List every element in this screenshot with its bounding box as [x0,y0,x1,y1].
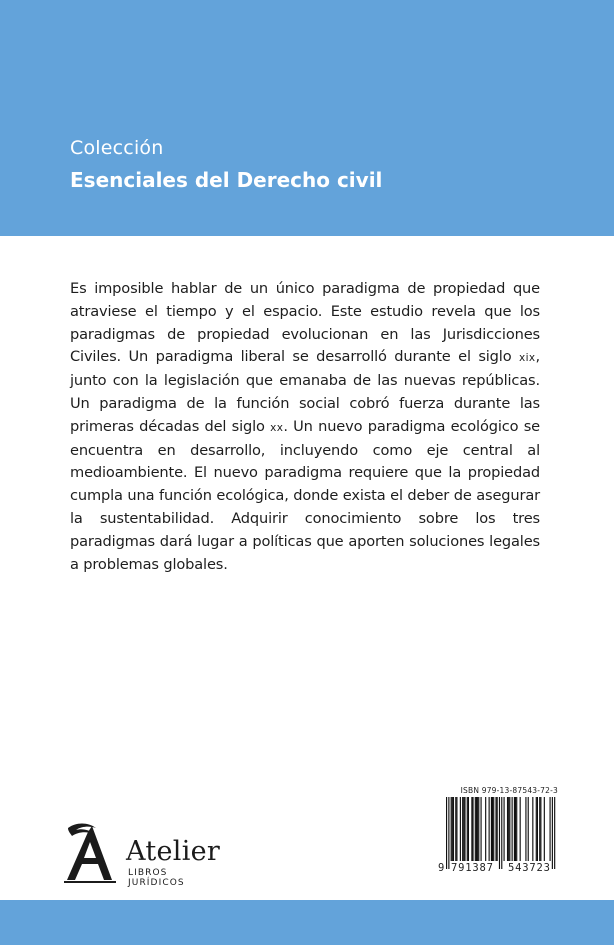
barcode-bar [452,797,453,861]
barcode-bar [468,797,469,861]
barcode-bar [552,797,553,869]
barcode-bar [497,797,498,861]
barcode-bar [537,797,538,861]
ean-first-digit: 9 [438,862,445,874]
atelier-a-icon [62,818,118,884]
barcode-bar [508,797,509,861]
barcode-bar [528,797,529,861]
barcode-bar [515,797,516,861]
synopsis-part-2: , junto con la legislación que emanaba de las nuevas repúblicas. Un paradigma de la función social cobró fuerza durante las primeras décadas del siglo [70,348,540,435]
barcode-bar [475,797,476,861]
barcode-bar [477,797,478,861]
publisher-name: Atelier [126,836,221,867]
barcode-bar [525,797,526,861]
publisher-subtitle: LIBROS JURÍDICOS [128,868,185,888]
barcode-bar [485,797,486,861]
barcode-bar [491,797,492,861]
barcode-bar [536,797,537,861]
barcode-bar [476,797,477,861]
barcode-bar [514,797,515,861]
ean-right-group: 543723 [508,862,551,874]
isbn-label: ISBN 979-13-87543-72-3 [460,786,558,795]
collection-label: Colección [70,137,164,159]
barcode-bar [478,797,479,861]
barcode-bar [472,797,473,861]
barcode-bar [512,797,513,861]
barcode-bar [451,797,452,861]
barcode-bar [464,797,465,861]
barcode-bar [481,797,482,861]
ean-left-group: 791387 [451,862,494,874]
barcode-bar [504,797,505,861]
barcode-bar [453,797,454,861]
publisher-logo [62,818,222,888]
barcode-bar [540,797,541,861]
barcode-bar [550,797,551,861]
century-numeral-1: xix [518,352,536,365]
barcode-bar [492,797,493,861]
barcode-bar [448,797,449,869]
barcode-bar [493,797,494,861]
barcode-bar [462,797,463,861]
collection-header-band [0,0,614,236]
barcode-bar [463,797,464,861]
barcode-bar [456,797,457,861]
synopsis-part-1: Es imposible hablar de un único paradigma de propiedad que atraviese el tiempo y el espacio. Este estudio revela que los paradigmas de propiedad evolucionan en las Jurisdicciones Civiles. Un paradigma liberal se desarrolló durante el siglo [70,280,540,366]
collection-name: Esenciales del Derecho civil [70,168,383,192]
bottom-band [0,900,614,945]
barcode-bar [520,797,521,861]
barcode-bar [495,797,496,861]
barcode-bar [471,797,472,861]
barcode-bar [539,797,540,861]
barcode-bar [554,797,555,869]
barcode-bar [499,797,500,869]
barcode-bar [516,797,517,861]
barcode-bar [532,797,533,861]
barcode-bar [507,797,508,861]
barcode-bar [544,797,545,861]
barcode-bar [489,797,490,861]
barcode-bar [446,797,447,869]
barcode-bar [509,797,510,861]
barcode [440,797,558,871]
synopsis-part-3: . Un nuevo paradigma ecológico se encuentra en desarrollo, incluyendo como eje central al medioambiente. El nuevo paradigma requiere que la propiedad cumpla una función ecológica, donde exista el deber de asegurar la sustentabilidad. Adquirir conocimiento sobre los tres paradigmas dará lugar a políticas que aporten soluciones legales a problemas globales. [70,417,540,573]
back-cover-synopsis [70,278,540,576]
century-numeral-2: xx [270,421,284,434]
barcode-bar [460,797,461,861]
barcode-bar [455,797,456,861]
barcode-bar [501,797,502,869]
barcode-bar [467,797,468,861]
